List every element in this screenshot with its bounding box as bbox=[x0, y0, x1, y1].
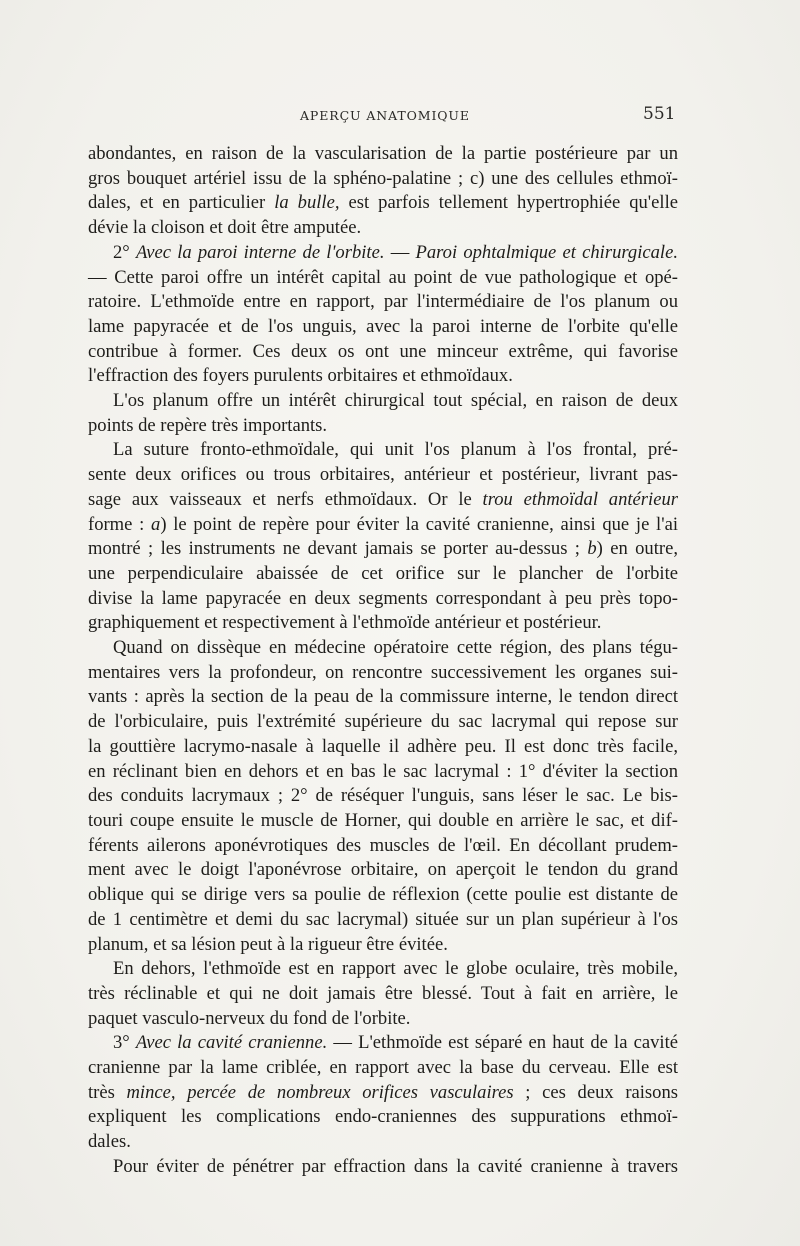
text-run: dales, et en particulier bbox=[88, 192, 275, 214]
text-line: la gouttière lacrymo-nasale à laquelle il adhère peu. Il est donc très facile, bbox=[88, 735, 678, 757]
text-line: expliquent les complications endo-craniennes des suppurations ethmoï- bbox=[88, 1106, 678, 1128]
text-run: est parfois tellement hypertrophiée qu'elle bbox=[339, 192, 678, 214]
text-run: — bbox=[384, 241, 416, 263]
italic-run: Avec la cavité cranienne. bbox=[135, 1032, 328, 1054]
text-line: graphiquement et respectivement à l'ethmoïde antérieur et postérieur. bbox=[88, 612, 602, 634]
text-line: de l'orbiculaire, puis l'extrémité supérieure du sac lacrymal qui repose sur bbox=[88, 711, 678, 733]
text-line: — Cette paroi offre un intérêt capital au point de vue pathologique et opé- bbox=[88, 266, 678, 288]
text-line: touri coupe ensuite le muscle de Horner, qui double en arrière le sac, et dif- bbox=[88, 809, 678, 831]
italic-run: mince, percée de nombreux orifices vasculaires bbox=[126, 1081, 514, 1103]
text-line: cranienne par la lame criblée, en rapport avec la base du cerveau. Elle est bbox=[88, 1057, 678, 1079]
text-line: gros bouquet artériel issu de la sphéno-palatine ; c) une des cellules ethmoï- bbox=[88, 167, 678, 189]
text-line: lame papyracée et de l'os unguis, avec la paroi interne de l'orbite qu'elle bbox=[88, 315, 678, 337]
text-line: de 1 centimètre et demi du sac lacrymal) située sur un plan supérieur à l'os bbox=[88, 908, 678, 930]
text-line: en réclinant bien en dehors et en bas le sac lacrymal : 1° d'éviter la section bbox=[88, 760, 678, 782]
text-run: — L'ethmoïde est séparé en haut de la cavité bbox=[327, 1032, 678, 1054]
text-line: une perpendiculaire abaissée de cet orifice sur le plancher de l'orbite bbox=[88, 562, 678, 584]
italic-run: a bbox=[151, 513, 161, 535]
text-line: abondantes, en raison de la vascularisation de la partie postérieure par un bbox=[88, 143, 678, 164]
text-line: mentaires vers la profondeur, on rencontre successivement les organes sui- bbox=[88, 661, 678, 683]
italic-run: la bulle, bbox=[274, 192, 340, 214]
text-line bbox=[88, 1031, 678, 1056]
italic-run: Paroi ophtalmique et chirurgicale. bbox=[415, 241, 678, 263]
text-line: paquet vasculo-nerveux du fond de l'orbite. bbox=[88, 1007, 411, 1029]
text-line bbox=[88, 241, 678, 266]
text-line: oblique qui se dirige vers sa poulie de réflexion (cette poulie est distante de bbox=[88, 884, 678, 906]
text-run: 3° bbox=[113, 1032, 136, 1054]
text-line: férents ailerons aponévrotiques des muscles de l'œil. En décollant prudem- bbox=[88, 834, 678, 856]
text-line: Quand on dissèque en médecine opératoire cette région, des plans tégu- bbox=[113, 637, 678, 659]
text-line: En dehors, l'ethmoïde est en rapport avec le globe oculaire, très mobile, bbox=[113, 958, 678, 980]
text-line bbox=[88, 488, 678, 513]
text-line: dévie la cloison et doit être amputée. bbox=[88, 217, 362, 239]
page-number: 551 bbox=[643, 104, 676, 124]
text-line bbox=[88, 513, 678, 538]
text-run: montré ; les instruments ne devant jamais se porter au-dessus ; bbox=[88, 538, 588, 560]
italic-run: trou ethmoïdal antérieur bbox=[482, 488, 678, 510]
text-run: sage aux vaisseaux et nerfs ethmoïdaux. Or le bbox=[88, 488, 483, 510]
text-line: ment avec le doigt l'aponévrose orbitaire, on aperçoit le tendon du grand bbox=[88, 859, 678, 881]
text-line: très réclinable et qui ne doit jamais être blessé. Tout à fait en arrière, le bbox=[88, 982, 678, 1004]
text-line: vants : après la section de la peau de la commissure interne, le tendon direct bbox=[88, 686, 678, 708]
text-line: des conduits lacrymaux ; 2° de réséquer l'unguis, sans léser le sac. Le bis- bbox=[88, 785, 678, 807]
text-line: divise la lame papyracée en deux segments correspondant à peu près topo- bbox=[88, 587, 678, 609]
running-title: APERÇU ANATOMIQUE bbox=[300, 108, 470, 123]
text-line: L'os planum offre un intérêt chirurgical tout spécial, en raison de deux bbox=[113, 390, 678, 412]
text-line: ratoire. L'ethmoïde entre en rapport, par l'intermédiaire de l'os planum ou bbox=[88, 291, 678, 313]
body-text bbox=[88, 142, 678, 1180]
text-line: points de repère très importants. bbox=[88, 414, 328, 436]
text-run: forme : bbox=[88, 513, 152, 535]
text-line: sente deux orifices ou trous orbitaires, antérieur et postérieur, livrant pas- bbox=[88, 464, 678, 486]
text-line: dales. bbox=[88, 1131, 131, 1153]
text-line bbox=[88, 537, 678, 562]
text-line: contribue à former. Ces deux os ont une minceur extrême, qui favorise bbox=[88, 340, 678, 362]
text-line bbox=[88, 1081, 678, 1106]
text-run: 2° bbox=[113, 241, 136, 263]
italic-run: b bbox=[587, 538, 597, 560]
text-line: Pour éviter de pénétrer par effraction dans la cavité cranienne à travers bbox=[113, 1155, 678, 1177]
text-run: ) le point de repère pour éviter la cavité cranienne, ainsi que je l'ai bbox=[160, 513, 678, 535]
italic-run: Avec la paroi interne de l'orbite. bbox=[135, 241, 385, 263]
text-line: planum, et sa lésion peut à la rigueur être évitée. bbox=[88, 933, 448, 955]
text-run: ; ces deux raisons bbox=[513, 1081, 678, 1103]
text-run: ) en outre, bbox=[596, 538, 678, 560]
text-line: La suture fronto-ethmoïdale, qui unit l'os planum à l'os frontal, pré- bbox=[113, 439, 678, 461]
text-run: très bbox=[88, 1081, 127, 1103]
text-line bbox=[88, 191, 678, 216]
text-line: l'effraction des foyers purulents orbitaires et ethmoïdaux. bbox=[88, 365, 513, 387]
